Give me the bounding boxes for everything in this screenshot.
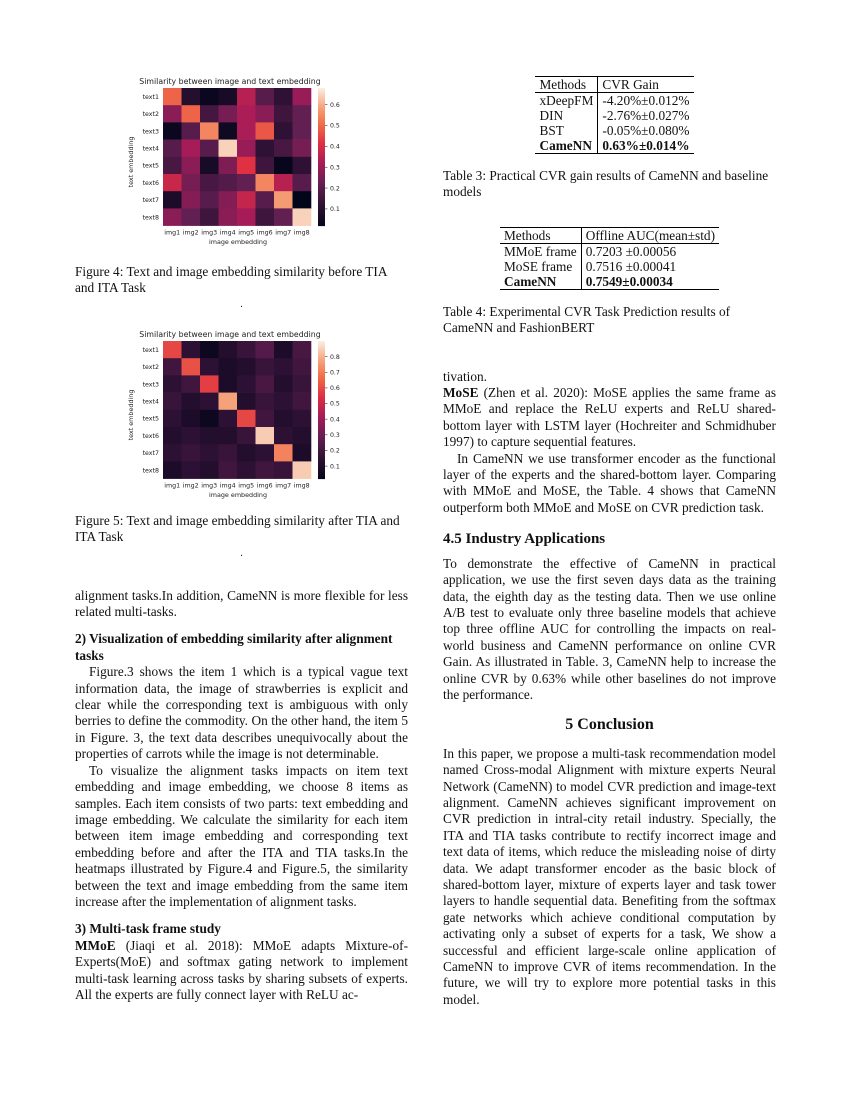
table-row <box>500 259 719 274</box>
heatmap-cell <box>219 208 238 226</box>
table-cell: MoSE frame <box>500 259 581 274</box>
table-cell: 0.63%±0.014% <box>598 138 694 154</box>
heatmap-cell <box>256 105 275 123</box>
heatmap-cell <box>182 157 201 175</box>
heatmap-cell <box>293 88 312 106</box>
heatmap-cell <box>293 444 312 462</box>
heatmap-cell <box>219 122 238 139</box>
table-cell: 0.7203 ±0.00056 <box>585 243 677 259</box>
table-header-row <box>535 77 693 93</box>
heatmap-cell <box>256 358 275 376</box>
heatmap-cell <box>219 140 238 158</box>
colorbar-tick-label: 0.6 <box>330 384 340 392</box>
heatmap-cell <box>293 410 312 428</box>
table-row <box>535 93 693 109</box>
table-cell: 0.7516 ±0.00041 <box>585 258 677 274</box>
heatmap-cell <box>274 88 293 106</box>
paragraph: In CameNN we use transformer encoder as the functional layer of the experts and the shared-bottom layer. Comparing with MMoE and MoSE, the Table. 4 shows that CameNN outperform both MMoE and MoSE on CVR prediction task. <box>443 450 776 515</box>
separator-dot: · <box>239 550 244 562</box>
heatmap-cell <box>163 122 182 139</box>
heatmap-cell <box>256 88 275 106</box>
heatmap-cell <box>237 341 256 359</box>
table-4-caption: Table 4: Experimental CVR Task Prediction results of CameNN and FashionBERT <box>443 303 731 336</box>
heatmap-cell <box>163 341 182 359</box>
table-cell: xDeepFM <box>535 93 597 109</box>
heatmap-cell <box>182 427 201 445</box>
heatmap-cell <box>182 461 201 479</box>
paragraph: alignment tasks.In addition, CameNN is more flexible for less related multi-tasks. <box>75 587 408 620</box>
heatmap-cell <box>182 122 201 139</box>
heatmap-cell <box>219 427 238 445</box>
table-cell: MMoE frame <box>500 243 581 259</box>
heatmap-cell <box>293 140 312 158</box>
heatmap-cell <box>219 375 238 393</box>
heatmap-cell <box>200 444 219 462</box>
heatmap-cell <box>274 122 293 139</box>
heatmap-cell <box>256 157 275 175</box>
heatmap-cell <box>219 444 238 462</box>
col-tick-label: img2 <box>182 482 199 490</box>
heatmap-cell <box>256 174 275 192</box>
heatmap-cell <box>274 157 293 175</box>
heatmap-cell <box>237 427 256 445</box>
heatmap-cell <box>293 191 312 209</box>
heatmap-cell <box>219 174 238 192</box>
heatmap-before <box>75 70 408 256</box>
table-header-cell: Offline AUC(mean±std) <box>581 227 719 243</box>
table-cell: 0.7549±0.00034 <box>581 274 719 290</box>
colorbar-tick-label: 0.1 <box>330 206 340 214</box>
heatmap-cell <box>182 88 201 106</box>
heatmap-cell <box>293 341 312 359</box>
row-tick-label: text3 <box>142 381 159 389</box>
heatmap-cell <box>163 461 182 479</box>
paragraph: To demonstrate the effective of CameNN in practical application, we use the first seven days data as the training data, the eighth day as the testing data. Then we use online A/B test to evaluate only three baseline models that achieve top three offline AUC for controlling the impacts on real-world business and CameNN performance on online CVR Gain. As illustrated in Table. 3, CameNN help to increase the online CVR by 0.63% while other baselines do not improve the performance. <box>443 555 776 702</box>
col-tick-label: img7 <box>275 482 292 490</box>
heatmap-cell <box>256 140 275 158</box>
col-tick-label: img7 <box>275 229 292 237</box>
heatmap-ylabel: text embedding <box>127 389 135 441</box>
table-row <box>535 138 693 154</box>
heatmap-cell <box>182 410 201 428</box>
paragraph: Figure.3 shows the item 1 which is a typical vague text information data, the image of strawberries is explicit and clear while the corresponding text is ambiguous with only berries to define the commodity. On the other hand, the item 5 in Figure. 3, the text data describes unequivocally about the properties of carrots while the image is not determinable. <box>75 664 408 762</box>
row-tick-label: text8 <box>142 214 159 222</box>
col-tick-label: img5 <box>238 229 255 237</box>
heatmap-title: Similarity between image and text embedding <box>139 77 321 86</box>
section-heading: 4.5 Industry Applications <box>443 531 606 548</box>
heatmap-cells <box>163 341 311 479</box>
heatmap-cell <box>163 410 182 428</box>
col-tick-label: img4 <box>219 229 236 237</box>
heatmap-cell <box>200 208 219 226</box>
row-tick-label: text1 <box>142 93 159 101</box>
heatmap-cell <box>293 461 312 479</box>
colorbar-segment <box>318 223 325 226</box>
row-tick-label: text2 <box>142 111 159 119</box>
colorbar-tick-label: 0.8 <box>330 353 340 361</box>
table-cell: CameNN <box>535 138 597 154</box>
heatmap-cell <box>200 392 219 410</box>
heatmap-cell <box>256 375 275 393</box>
heatmap-row-labels <box>143 347 159 474</box>
heatmap-cell <box>274 174 293 192</box>
heatmap-cell <box>274 140 293 158</box>
heatmap-cell <box>163 174 182 192</box>
colorbar-tick-label: 0.4 <box>330 143 340 151</box>
heatmap-row-labels <box>143 94 159 221</box>
heatmap-colorbar <box>318 341 340 479</box>
heatmap-colorbar <box>318 88 340 226</box>
heatmap-after <box>75 323 408 509</box>
heatmap-cell <box>237 375 256 393</box>
table-cell: -0.05%±0.080% <box>602 123 690 138</box>
heatmap-cell <box>200 105 219 123</box>
row-tick-label: text1 <box>142 346 159 354</box>
heatmap-cell <box>274 191 293 209</box>
heatmap-cell <box>256 410 275 428</box>
heatmap-cell <box>256 208 275 226</box>
heatmap-cell <box>293 358 312 376</box>
term-mmoe: MMoE <box>75 937 116 953</box>
table-cell: DIN <box>535 108 597 123</box>
heatmap-cell <box>163 208 182 226</box>
heatmap-cell <box>182 392 201 410</box>
heatmap-xlabel: image embedding <box>208 490 268 499</box>
heatmap-cell <box>274 392 293 410</box>
heatmap-cell <box>200 122 219 139</box>
figure-5-caption: Figure 5: Text and image embedding similarity after TIA and ITA Task <box>75 512 400 545</box>
table-row <box>535 123 693 138</box>
subsection-heading: 3) Multi-task frame study <box>75 921 221 937</box>
col-tick-label: img4 <box>219 482 236 490</box>
heatmap-cell <box>237 174 256 192</box>
heatmap-cell <box>293 105 312 123</box>
figure-4 <box>75 70 408 256</box>
heatmap-cell <box>200 140 219 158</box>
heatmap-cell <box>200 410 219 428</box>
heatmap-cell <box>256 392 275 410</box>
colorbar-tick-label: 0.2 <box>330 447 340 455</box>
heatmap-cell <box>274 410 293 428</box>
heatmap-cell <box>237 88 256 106</box>
table-4-grid <box>500 227 719 290</box>
heatmap-cell <box>200 341 219 359</box>
separator-dot: · <box>239 301 244 313</box>
heatmap-cell <box>256 444 275 462</box>
heatmap-cell <box>200 157 219 175</box>
row-tick-label: text6 <box>142 179 159 187</box>
heatmap-cell <box>237 444 256 462</box>
heatmap-cell <box>200 427 219 445</box>
paragraph: In this paper, we propose a multi-task recommendation model named Cross-modal Alignment with mixture experts Neural Network (CameNN) to model CVR prediction and image-text alignment. CameNN achieves significant improvement on CVR prediction in intral-city retail industry. Specially, the ITA and TIA tasks contribute to rectify incorrect image and text data of items, which reduce the misleading noise of dirty data. We adapt transformer encoder as the basic block of shared-bottom layer, mixture of experts layer and task tower layers to handle sequential data. Benefiting from the softmax gate networks which achieve conditional computation by activating only a subset of experts for a task, We show a successful and efficient large-scale online application of CameNN to improve CVR of items recommendation. In the future, we will try to explore more potential tasks in this model. <box>443 745 776 1007</box>
heatmap-cell <box>200 191 219 209</box>
colorbar-tick-label: 0.5 <box>330 400 340 408</box>
heatmap-cell <box>182 105 201 123</box>
heatmap-cell <box>274 358 293 376</box>
table-row <box>535 108 693 123</box>
heatmap-cell <box>237 392 256 410</box>
table-row <box>500 274 719 290</box>
table-cell: CameNN <box>500 274 581 290</box>
heatmap-cell <box>219 105 238 123</box>
subsection-heading: 2) Visualization of embedding similarity after alignment tasks <box>75 631 393 663</box>
heatmap-cell <box>163 392 182 410</box>
heatmap-title: Similarity between image and text embedding <box>139 329 321 339</box>
heatmap-cell <box>274 461 293 479</box>
row-tick-label: text7 <box>142 197 159 205</box>
col-tick-label: img6 <box>256 229 273 237</box>
heatmap-cell <box>237 157 256 175</box>
colorbar-tick-label: 0.6 <box>330 101 340 109</box>
heatmap-cell <box>274 208 293 226</box>
heatmap-cell <box>274 444 293 462</box>
heatmap-cell <box>219 191 238 209</box>
heatmap-cell <box>237 461 256 479</box>
heatmap-cell <box>256 461 275 479</box>
heatmap-cell <box>219 358 238 376</box>
row-tick-label: text4 <box>142 398 159 406</box>
heatmap-cell <box>182 191 201 209</box>
colorbar-tick-label: 0.1 <box>330 463 340 471</box>
heatmap-cell <box>200 174 219 192</box>
heatmap-cell <box>237 105 256 123</box>
heatmap-cell <box>163 88 182 106</box>
table-header-cell: Methods <box>535 77 597 93</box>
col-tick-label: img3 <box>201 482 218 490</box>
row-tick-label: text6 <box>142 432 159 440</box>
col-tick-label: img3 <box>201 229 218 237</box>
heatmap-cell <box>219 410 238 428</box>
paragraph <box>75 938 408 1004</box>
heatmap-xlabel: image embedding <box>208 238 268 246</box>
table-cell: -4.20%±0.012% <box>602 93 690 108</box>
heatmap-ylabel: text embedding <box>127 136 135 188</box>
col-tick-label: img8 <box>293 229 310 237</box>
heatmap-cell <box>182 375 201 393</box>
col-tick-label: img5 <box>238 482 255 490</box>
table-3-caption: Table 3: Practical CVR gain results of CameNN and baseline models <box>443 168 769 200</box>
heatmap-cell <box>256 191 275 209</box>
figure-4-caption: Figure 4: Text and image embedding similarity before TIA and ITA Task <box>75 264 387 296</box>
row-tick-label: text5 <box>142 415 159 423</box>
heatmap-cell <box>293 122 312 139</box>
figure-5 <box>75 323 408 509</box>
colorbar-tick-label: 0.5 <box>330 122 340 130</box>
heatmap-cell <box>237 208 256 226</box>
heatmap-cell <box>219 157 238 175</box>
heatmap-cell <box>237 122 256 139</box>
heatmap-cell <box>200 88 219 106</box>
row-tick-label: text8 <box>142 467 159 475</box>
heatmap-cell <box>182 140 201 158</box>
heatmap-cell <box>219 88 238 106</box>
colorbar-segment <box>318 476 325 479</box>
section-heading: 5 Conclusion <box>565 716 654 734</box>
heatmap-cell <box>182 444 201 462</box>
heatmap-cell <box>274 427 293 445</box>
paragraph-text: (Jiaqi et al. 2018): MMoE adapts Mixture-of-Experts(MoE) and softmax gating network to implement multi-task learning across tasks by sharing subsets of experts. All the experts are fully connect layer with ReLU ac- <box>75 937 408 1002</box>
row-tick-label: text5 <box>142 162 159 170</box>
colorbar-tick-label: 0.4 <box>330 416 340 424</box>
row-tick-label: text7 <box>142 449 159 457</box>
heatmap-cell <box>256 427 275 445</box>
heatmap-cell <box>200 358 219 376</box>
heatmap-cell <box>163 157 182 175</box>
table-header-row <box>500 227 719 243</box>
heatmap-cell <box>274 341 293 359</box>
heatmap-cell <box>163 191 182 209</box>
heatmap-cell <box>219 461 238 479</box>
right-column <box>443 70 776 1008</box>
heatmap-cells <box>163 88 311 226</box>
heatmap-cell <box>182 174 201 192</box>
col-tick-label: img8 <box>293 482 310 490</box>
heatmap-cell <box>219 341 238 359</box>
row-tick-label: text3 <box>142 128 159 136</box>
heatmap-cell <box>182 341 201 359</box>
row-tick-label: text4 <box>142 145 159 153</box>
heatmap-cell <box>200 375 219 393</box>
heatmap-cell <box>163 375 182 393</box>
heatmap-cell <box>256 122 275 139</box>
term-mose: MoSE <box>443 385 479 401</box>
table-4 <box>443 227 776 290</box>
heatmap-cell <box>219 392 238 410</box>
table-header-cell: CVR Gain <box>598 77 694 93</box>
col-tick-label: img1 <box>164 482 181 490</box>
paragraph-text: (Zhen et al. 2020): MoSE applies the same frame as MMoE and replace the ReLU experts and ReLU shared-bottom layer with LSTM layer (Hochreiter and Schmidhuber 1997) to capture sequential features. <box>443 385 776 450</box>
paragraph <box>443 385 776 451</box>
paragraph: tivation. <box>443 368 487 384</box>
heatmap-cell <box>256 341 275 359</box>
row-tick-label: text2 <box>142 363 159 371</box>
heatmap-cell <box>237 140 256 158</box>
heatmap-cell <box>163 140 182 158</box>
colorbar-tick-label: 0.3 <box>330 431 340 439</box>
heatmap-cell <box>163 105 182 123</box>
heatmap-cell <box>200 461 219 479</box>
heatmap-cell <box>293 208 312 226</box>
table-3-grid <box>535 76 693 154</box>
col-tick-label: img2 <box>182 229 199 237</box>
heatmap-cell <box>237 410 256 428</box>
heatmap-cell <box>293 392 312 410</box>
paragraph: To visualize the alignment tasks impacts on item text embedding and image embedding, we choose 8 items as samples. Each item consists of two parts: text embedding and image embedding. We calculate the similarity for each item between item image embedding and corresponding text embedding before and after the ITA and TIA tasks.In the heatmaps illustrated by Figure.4 and Figure.5, the similarity between the text and image embedding from the same item increase after the implementation of alignment tasks. <box>75 762 408 909</box>
heatmap-cell <box>163 444 182 462</box>
table-header-cell: Methods <box>500 227 581 243</box>
heatmap-col-labels <box>164 482 309 489</box>
colorbar-tick-label: 0.2 <box>330 185 340 193</box>
left-column <box>75 70 408 1003</box>
table-cell: -2.76%±0.027% <box>602 108 690 123</box>
heatmap-cell <box>274 105 293 123</box>
heatmap-cell <box>293 427 312 445</box>
table-row <box>500 243 719 259</box>
colorbar-tick-label: 0.3 <box>330 164 340 172</box>
heatmap-cell <box>293 375 312 393</box>
heatmap-cell <box>163 427 182 445</box>
col-tick-label: img6 <box>256 482 273 490</box>
table-3 <box>453 70 776 154</box>
heatmap-cell <box>182 358 201 376</box>
colorbar-tick-label: 0.7 <box>330 369 340 377</box>
col-tick-label: img1 <box>164 229 181 237</box>
heatmap-cell <box>163 358 182 376</box>
heatmap-cell <box>293 157 312 175</box>
heatmap-cell <box>237 358 256 376</box>
heatmap-cell <box>182 208 201 226</box>
heatmap-cell <box>274 375 293 393</box>
heatmap-col-labels <box>164 230 309 237</box>
heatmap-cell <box>293 174 312 192</box>
table-cell: BST <box>535 123 597 138</box>
heatmap-cell <box>237 191 256 209</box>
